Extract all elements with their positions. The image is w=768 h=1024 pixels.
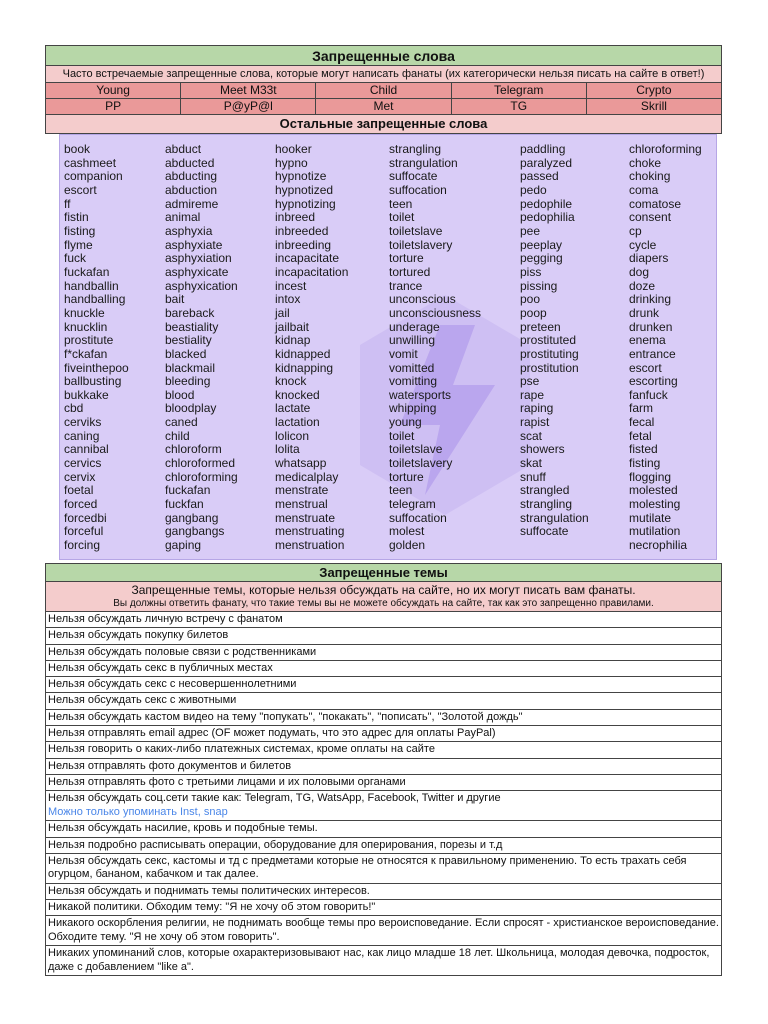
frequent-word-cell: PP <box>45 99 181 115</box>
rule-row <box>45 726 722 742</box>
forbidden-word: cycle <box>629 237 657 252</box>
forbidden-word: pse <box>520 374 540 389</box>
forbidden-word: forced <box>64 497 98 512</box>
forbidden-word: bukkake <box>64 387 109 402</box>
forbidden-word: strangulation <box>389 155 458 170</box>
forbidden-word: mutilate <box>629 510 672 525</box>
forbidden-word: companion <box>64 169 123 184</box>
forbidden-word: jailbait <box>275 319 310 334</box>
forbidden-word: young <box>389 415 422 430</box>
frequent-word-cell: Skrill <box>587 99 722 115</box>
forbidden-word: blackmail <box>165 360 216 375</box>
forbidden-word: fuck <box>64 251 87 266</box>
forbidden-word: golden <box>389 538 426 553</box>
word-column-6 <box>629 143 702 553</box>
forbidden-word: fuckafan <box>165 483 211 498</box>
frequent-word-cell: Young <box>45 83 181 99</box>
forbidden-word: pissing <box>520 278 558 293</box>
forbidden-word: jail <box>275 305 290 320</box>
forbidden-word: fiveinthepoo <box>64 360 129 375</box>
forbidden-word: hypnotized <box>275 182 334 197</box>
forbidden-word: handballing <box>64 292 126 307</box>
forbidden-word: showers <box>520 442 565 457</box>
forbidden-word: knock <box>275 374 307 389</box>
forbidden-word: admireme <box>165 196 219 211</box>
forbidden-word: vomitted <box>389 360 435 375</box>
forbidden-word: knocked <box>275 387 320 402</box>
forbidden-word: unconscious <box>389 292 456 307</box>
forbidden-word: forceful <box>64 524 104 539</box>
forbidden-word: poop <box>520 305 547 320</box>
forbidden-word: lolicon <box>275 428 310 443</box>
forbidden-word: fuckfan <box>165 497 204 512</box>
forbidden-word: forcing <box>64 538 101 553</box>
forbidden-word: cashmeet <box>64 155 117 170</box>
forbidden-word: whipping <box>389 401 437 416</box>
rule-text: Нельзя отправлять фото с третьими лицами и их половыми органами <box>48 775 406 788</box>
rule-note: Можно только упоминать Inst, snap <box>48 805 228 818</box>
forbidden-word: cervix <box>64 469 96 484</box>
forbidden-word: escort <box>629 360 662 375</box>
forbidden-word: toiletslavery <box>389 237 453 252</box>
forbidden-word: asphyxication <box>165 278 238 293</box>
rule-row <box>45 838 722 854</box>
forbidden-word: cerviks <box>64 415 102 430</box>
forbidden-word: beastiality <box>165 319 219 334</box>
forbidden-word: flyme <box>64 237 93 252</box>
rule-row <box>45 791 722 821</box>
forbidden-word: fuckafan <box>64 264 110 279</box>
rule-text: Нельзя отправлять фото документов и билетов <box>48 759 292 772</box>
forbidden-word: knucklin <box>64 319 108 334</box>
forbidden-word: animal <box>165 210 201 225</box>
forbidden-word: pedophile <box>520 196 573 211</box>
rule-row <box>45 916 722 946</box>
forbidden-word: strangling <box>389 142 442 156</box>
frequent-words-row-1 <box>45 83 722 99</box>
rules-list <box>45 612 722 976</box>
forbidden-word: watersports <box>389 387 452 402</box>
forbidden-word: hypnotizing <box>275 196 336 211</box>
forbidden-word: bleeding <box>165 374 211 389</box>
rule-row <box>45 710 722 726</box>
forbidden-word: drunken <box>629 319 673 334</box>
forbidden-word: preteen <box>520 319 561 334</box>
rule-row <box>45 693 722 709</box>
rule-row <box>45 759 722 775</box>
forbidden-word: entrance <box>629 346 676 361</box>
forbidden-word: toiletslavery <box>389 456 453 471</box>
forbidden-word: fisting <box>64 223 96 238</box>
forbidden-word: dog <box>629 264 650 279</box>
forbidden-word: bloodplay <box>165 401 217 416</box>
forbidden-word: whatsapp <box>275 456 327 471</box>
forbidden-word: abducted <box>165 155 215 170</box>
frequent-word-cell: Telegram <box>452 83 587 99</box>
forbidden-word: paddling <box>520 142 566 156</box>
forbidden-word: poo <box>520 292 541 307</box>
rule-text: Нельзя обсуждать покупку билетов <box>48 629 229 642</box>
forbidden-word: telegram <box>389 497 436 512</box>
forbidden-word: prostituted <box>520 333 577 348</box>
forbidden-word: torture <box>389 251 424 266</box>
rule-row <box>45 854 722 884</box>
forbidden-words-title: Запрещенные слова <box>45 45 722 66</box>
forbidden-word: rape <box>520 387 545 402</box>
frequent-word-cell: Met <box>316 99 451 115</box>
forbidden-word: ff <box>64 196 71 211</box>
forbidden-word: prostitute <box>64 333 114 348</box>
word-column-4 <box>389 143 481 553</box>
rule-row <box>45 900 722 916</box>
forbidden-word: asphyxiate <box>165 237 223 252</box>
forbidden-word: toilet <box>389 428 415 443</box>
forbidden-word: bait <box>165 292 185 307</box>
forbidden-topics-table <box>45 563 722 976</box>
forbidden-word: fecal <box>629 415 655 430</box>
forbidden-word: gangbangs <box>165 524 225 539</box>
rule-row <box>45 884 722 900</box>
rule-text: Нельзя обсуждать секс в публичных местах <box>48 661 273 674</box>
forbidden-word: piss <box>520 264 542 279</box>
rule-text: Нельзя обсуждать секс с животными <box>48 694 237 707</box>
forbidden-word: choke <box>629 155 662 170</box>
rule-text: Нельзя обсуждать половые связи с родственниками <box>48 645 317 658</box>
forbidden-words-subtitle: Часто встречаемые запрещенные слова, которые могут написать фанаты (их категорически нельзя писать на сайте в ответ!) <box>45 66 722 83</box>
forbidden-word: tortured <box>389 264 431 279</box>
forbidden-word: forcedbi <box>64 510 107 525</box>
rule-text: Никаких упоминаний слов, которые охарактеризовывают нас, как лицо младше 18 лет. Школьница, молодая девочка, подросток, даже с добавлением "like a". <box>48 947 710 973</box>
forbidden-word: consent <box>629 210 672 225</box>
forbidden-word: strangling <box>520 497 573 512</box>
word-column-5 <box>520 143 589 539</box>
rule-text: Нельзя обсуждать насилие, кровь и подобные темы. <box>48 822 318 835</box>
forbidden-word: necrophilia <box>629 538 688 553</box>
forbidden-word: trance <box>389 278 423 293</box>
forbidden-word: inbreeded <box>275 223 329 238</box>
rule-text: Нельзя обсуждать и поднимать темы политических интересов. <box>48 884 370 897</box>
forbidden-topics-title: Запрещенные темы <box>45 563 722 582</box>
forbidden-word: hypno <box>275 155 308 170</box>
forbidden-word: kidnapping <box>275 360 334 375</box>
forbidden-word: bestiality <box>165 333 212 348</box>
rule-row <box>45 677 722 693</box>
forbidden-word: fistin <box>64 210 89 225</box>
forbidden-word: cervics <box>64 456 102 471</box>
word-column-3 <box>275 143 348 553</box>
forbidden-word: kidnap <box>275 333 311 348</box>
forbidden-word: incest <box>275 278 307 293</box>
forbidden-word: strangled <box>520 483 570 498</box>
forbidden-word: toiletslave <box>389 223 443 238</box>
rule-text: Нельзя подробно расписывать операции, оборудование для оперирования, порезы и т.д <box>48 838 503 851</box>
forbidden-word: vomit <box>389 346 418 361</box>
forbidden-word: caning <box>64 428 100 443</box>
forbidden-word: chloroform <box>165 442 222 457</box>
intro-line-1: Запрещенные темы, которые нельзя обсуждать на сайте, но их могут писать вам фанаты. <box>131 583 636 597</box>
forbidden-word: molested <box>629 483 678 498</box>
forbidden-word: kidnapped <box>275 346 331 361</box>
forbidden-word: comatose <box>629 196 682 211</box>
rule-text: Нельзя обсуждать соц.сети такие как: Telegram, TG, WatsApp, Facebook, Twitter и другие <box>48 792 501 805</box>
frequent-word-cell: Meet M33t <box>181 83 316 99</box>
other-words-title: Остальные запрещенные слова <box>45 115 722 134</box>
forbidden-word: pedophilia <box>520 210 575 225</box>
forbidden-word: f*ckafan <box>64 346 108 361</box>
forbidden-word: suffocate <box>520 524 569 539</box>
forbidden-word: teen <box>389 196 413 211</box>
forbidden-word: handballin <box>64 278 119 293</box>
forbidden-word: prostituting <box>520 346 579 361</box>
forbidden-word: menstrate <box>275 483 329 498</box>
forbidden-word: fisted <box>629 442 658 457</box>
forbidden-word: incapacitate <box>275 251 340 266</box>
forbidden-word: ballbusting <box>64 374 122 389</box>
forbidden-word: unwilling <box>389 333 436 348</box>
forbidden-word: mutilation <box>629 524 681 539</box>
forbidden-word: torture <box>389 469 424 484</box>
forbidden-word: suffocation <box>389 510 447 525</box>
forbidden-word: passed <box>520 169 559 184</box>
forbidden-topics-intro <box>45 582 722 612</box>
rule-row <box>45 645 722 661</box>
forbidden-word: paralyzed <box>520 155 573 170</box>
forbidden-word: rapist <box>520 415 550 430</box>
frequent-word-cell: P@yP@l <box>181 99 316 115</box>
forbidden-word: inbreeding <box>275 237 332 252</box>
forbidden-word: molest <box>389 524 425 539</box>
rule-text: Нельзя обсуждать личную встречу с фанатом <box>48 613 283 625</box>
forbidden-word: menstruate <box>275 510 336 525</box>
forbidden-word: fetal <box>629 428 652 443</box>
forbidden-word: prostitution <box>520 360 579 375</box>
forbidden-word: abducting <box>165 169 218 184</box>
forbidden-word: fisting <box>629 456 661 471</box>
forbidden-word: bareback <box>165 305 215 320</box>
forbidden-word: drunk <box>629 305 660 320</box>
forbidden-word: abduction <box>165 182 218 197</box>
forbidden-word: escort <box>64 182 97 197</box>
frequent-word-cell: Crypto <box>587 83 722 99</box>
forbidden-word: asphyxicate <box>165 264 229 279</box>
forbidden-word: drinking <box>629 292 672 307</box>
rule-row <box>45 775 722 791</box>
forbidden-word: book <box>64 142 91 156</box>
rule-text: Нельзя обсуждать секс, кастомы и тд с предметами которые не относятся к правильному применению. То есть трахать себя огурцом, бананом, кабачком и так далее. <box>48 854 687 881</box>
rule-text: Нельзя говорить о каких-либо платежных системах, кроме оплаты на сайте <box>48 743 435 756</box>
forbidden-word: fanfuck <box>629 387 668 402</box>
forbidden-word: gangbang <box>165 510 219 525</box>
forbidden-word: teen <box>389 483 413 498</box>
forbidden-word: pedo <box>520 182 547 197</box>
forbidden-word: molesting <box>629 497 681 512</box>
rule-text: Никакой политики. Обходим тему: "Я не хочу об этом говорить!" <box>48 901 376 914</box>
forbidden-word: enema <box>629 333 666 348</box>
other-words-panel <box>59 134 717 560</box>
forbidden-word: farm <box>629 401 653 416</box>
forbidden-word: chloroforming <box>629 142 702 156</box>
rule-row <box>45 821 722 837</box>
word-column-1 <box>64 143 129 553</box>
forbidden-word: inbreed <box>275 210 316 225</box>
forbidden-words-table <box>45 45 722 134</box>
forbidden-word: hooker <box>275 142 312 156</box>
forbidden-word: lactation <box>275 415 320 430</box>
forbidden-word: hypnotize <box>275 169 327 184</box>
forbidden-word: caned <box>165 415 198 430</box>
rule-text: Нельзя отправлять email адрес (OF может подумать, что это адрес для оплаты PayPal) <box>48 727 496 740</box>
forbidden-word: chloroformed <box>165 456 236 471</box>
forbidden-word: menstruation <box>275 538 345 553</box>
rule-text: Никакого оскорбления религии, не поднимать вообще темы про вероисповедание. Если спросят - христианское вероисповедание. Обходите тему. "Я не хочу об этом говорить". <box>48 917 719 943</box>
forbidden-word: peeplay <box>520 237 563 252</box>
forbidden-word: pee <box>520 223 541 238</box>
frequent-word-cell: TG <box>452 99 587 115</box>
forbidden-word: choking <box>629 169 671 184</box>
forbidden-word: child <box>165 428 190 443</box>
forbidden-word: lactate <box>275 401 311 416</box>
forbidden-word: cbd <box>64 401 84 416</box>
rule-row <box>45 628 722 644</box>
forbidden-word: doze <box>629 278 656 293</box>
forbidden-word: incapacitation <box>275 264 349 279</box>
forbidden-word: cannibal <box>64 442 109 457</box>
forbidden-word: scat <box>520 428 543 443</box>
forbidden-word: suffocation <box>389 182 447 197</box>
forbidden-word: blood <box>165 387 195 402</box>
forbidden-word: asphyxia <box>165 223 213 238</box>
forbidden-word: cp <box>629 223 642 238</box>
forbidden-word: knuckle <box>64 305 105 320</box>
frequent-words-row-2 <box>45 99 722 115</box>
forbidden-word: gaping <box>165 538 202 553</box>
forbidden-word: raping <box>520 401 554 416</box>
forbidden-word: intox <box>275 292 301 307</box>
forbidden-word: toiletslave <box>389 442 443 457</box>
forbidden-word: asphyxiation <box>165 251 232 266</box>
forbidden-word: coma <box>629 182 659 197</box>
rule-row <box>45 612 722 628</box>
forbidden-word: pegging <box>520 251 563 266</box>
forbidden-word: menstruating <box>275 524 345 539</box>
intro-line-2: Вы должны ответить фанату, что такие темы вы не можете обсуждать на сайте, так как это запрещенно правилами. <box>113 598 654 609</box>
forbidden-word: abduct <box>165 142 202 156</box>
forbidden-word: blacked <box>165 346 207 361</box>
forbidden-word: snuff <box>520 469 546 484</box>
forbidden-word: flogging <box>629 469 672 484</box>
forbidden-word: diapers <box>629 251 669 266</box>
forbidden-word: foetal <box>64 483 94 498</box>
rule-row <box>45 946 722 976</box>
forbidden-word: menstrual <box>275 497 328 512</box>
rule-row <box>45 742 722 758</box>
forbidden-word: vomitting <box>389 374 438 389</box>
forbidden-word: skat <box>520 456 543 471</box>
forbidden-word: underage <box>389 319 440 334</box>
forbidden-word: medicalplay <box>275 469 339 484</box>
word-column-2 <box>165 143 238 553</box>
rule-text: Нельзя обсуждать кастом видео на тему "попукать", "покакать", "пописать", "Золотой дождь" <box>48 710 523 723</box>
forbidden-word: escorting <box>629 374 678 389</box>
forbidden-word: unconsciousness <box>389 305 482 320</box>
forbidden-word: toilet <box>389 210 415 225</box>
rule-text: Нельзя обсуждать секс с несовершеннолетними <box>48 678 297 691</box>
frequent-word-cell: Child <box>316 83 451 99</box>
forbidden-word: chloroforming <box>165 469 238 484</box>
forbidden-word: lolita <box>275 442 300 457</box>
forbidden-word: strangulation <box>520 510 589 525</box>
forbidden-word: suffocate <box>389 169 438 184</box>
rule-row <box>45 661 722 677</box>
